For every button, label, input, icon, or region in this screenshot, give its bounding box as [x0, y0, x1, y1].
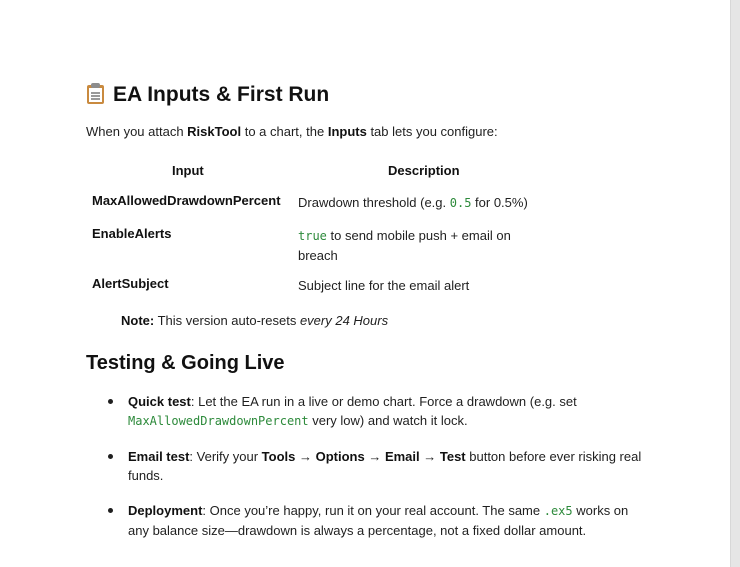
clipboard-icon: [86, 82, 105, 104]
inline-code: MaxAllowedDrawdownPercent: [128, 414, 309, 428]
menu-path-test: Test: [439, 449, 466, 464]
note-emphasis: every 24 Hours: [299, 313, 389, 328]
inline-code: true: [298, 229, 327, 243]
table-row-name: AlertSubject: [92, 276, 169, 291]
list-item: Deployment: Once you’re happy, run it on your real account. The same .ex5 works on any balance size—drawdown is always a percentage, not a fixed dollar amount.: [128, 501, 648, 540]
list-item: Quick test: Let the EA run in a live or demo chart. Force a drawdown (e.g. set MaxAllowedDrawdownPercent very low) and watch it lock.: [128, 392, 648, 431]
menu-path-tools: Tools: [261, 449, 296, 464]
section-title-inputs: EA Inputs & First Run: [86, 82, 329, 107]
inline-code: .ex5: [543, 504, 573, 518]
note-line: Note: This version auto-resets every 24 Hours: [121, 313, 389, 328]
scrollbar[interactable]: [730, 0, 740, 567]
table-row-desc: Subject line for the email alert: [298, 278, 470, 293]
inputs-tab-name: Inputs: [327, 124, 367, 139]
list-item: Email test: Verify your Tools → Options → Email → Test button before ever risking real funds.: [128, 447, 648, 485]
section-title-testing: Testing & Going Live: [86, 352, 285, 374]
table-row-name: MaxAllowedDrawdownPercent: [92, 193, 281, 208]
table-header-input: Input: [172, 163, 204, 178]
table-row-desc: Drawdown threshold (e.g. 0.5 for 0.5%): [298, 195, 528, 210]
table-row-desc: true to send mobile push + email on breach: [298, 228, 511, 263]
menu-path-options: Options: [315, 449, 365, 464]
inline-code: 0.5: [449, 196, 472, 210]
table-header-description: Description: [388, 163, 460, 178]
ea-name: RiskTool: [187, 124, 242, 139]
bullet-dot: [108, 454, 113, 459]
intro-paragraph: When you attach RiskTool to a chart, the Inputs tab lets you configure:: [86, 124, 498, 139]
bullet-dot: [108, 508, 113, 513]
menu-path-email: Email: [384, 449, 420, 464]
bullet-dot: [108, 399, 113, 404]
table-row-name: EnableAlerts: [92, 226, 172, 241]
